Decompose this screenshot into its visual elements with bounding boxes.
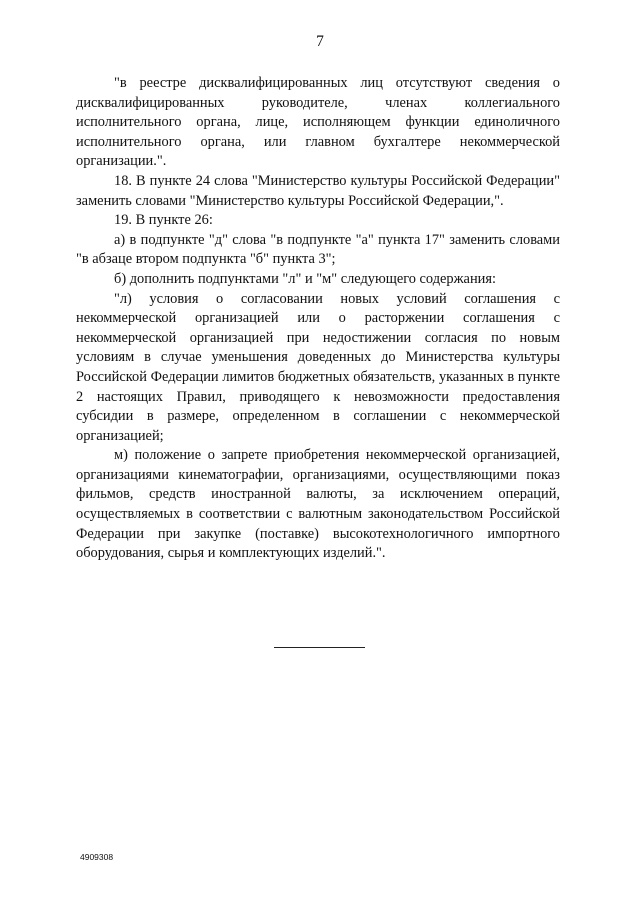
document-code: 4909308 — [80, 852, 114, 862]
document-body — [76, 74, 560, 564]
paragraph-subitem-m: м) положение о запрете приобретения некоммерческой организацией, организациями кинематографии, организациями, осуществляющими показ фильмов, средств иностранной валюты, за исключением операций, осуществляемых в соответствии с валютным законодательством Российской Федерации при закупке (поставке) высокотехнологичного импортного оборудования, сырья и комплектующих изделий.". — [76, 447, 560, 562]
paragraph-subitem-a: а) в подпункте "д" слова "в подпункте "а" пункта 17" заменить словами "в абзаце втором подпункта "б" пункта 3"; — [76, 231, 560, 268]
separator-line — [274, 647, 365, 648]
paragraph-item-18: 18. В пункте 24 слова "Министерство культуры Российской Федерации" заменить словами "Министерство культуры Российской Федерации,". — [76, 172, 560, 209]
paragraph-subitem-l: "л) условия о согласовании новых условий соглашения с некоммерческой организацией или о расторжении соглашения с некоммерческой организацией при недостижении согласия по новым условиям в случае уменьшения доведенных до Министерства культуры Российской Федерации лимитов бюджетных обязательств, указанных в пункте 2 настоящих Правил, приводящего к невозможности предоставления субсидии в размере, определенном в соглашении с некоммерческой организацией; — [76, 290, 560, 444]
paragraph-quote-registry: "в реестре дисквалифицированных лиц отсутствуют сведения о дисквалифицированных руководителе, членах коллегиального исполнительного органа, лице, исполняющем функции единоличного исполнительного органа, или главном бухгалтере некоммерческой организации.". — [76, 75, 560, 170]
paragraph-subitem-b: б) дополнить подпунктами "л" и "м" следующего содержания: — [114, 270, 496, 287]
page-number: 7 — [316, 33, 324, 50]
paragraph-item-19: 19. В пункте 26: — [114, 212, 213, 229]
